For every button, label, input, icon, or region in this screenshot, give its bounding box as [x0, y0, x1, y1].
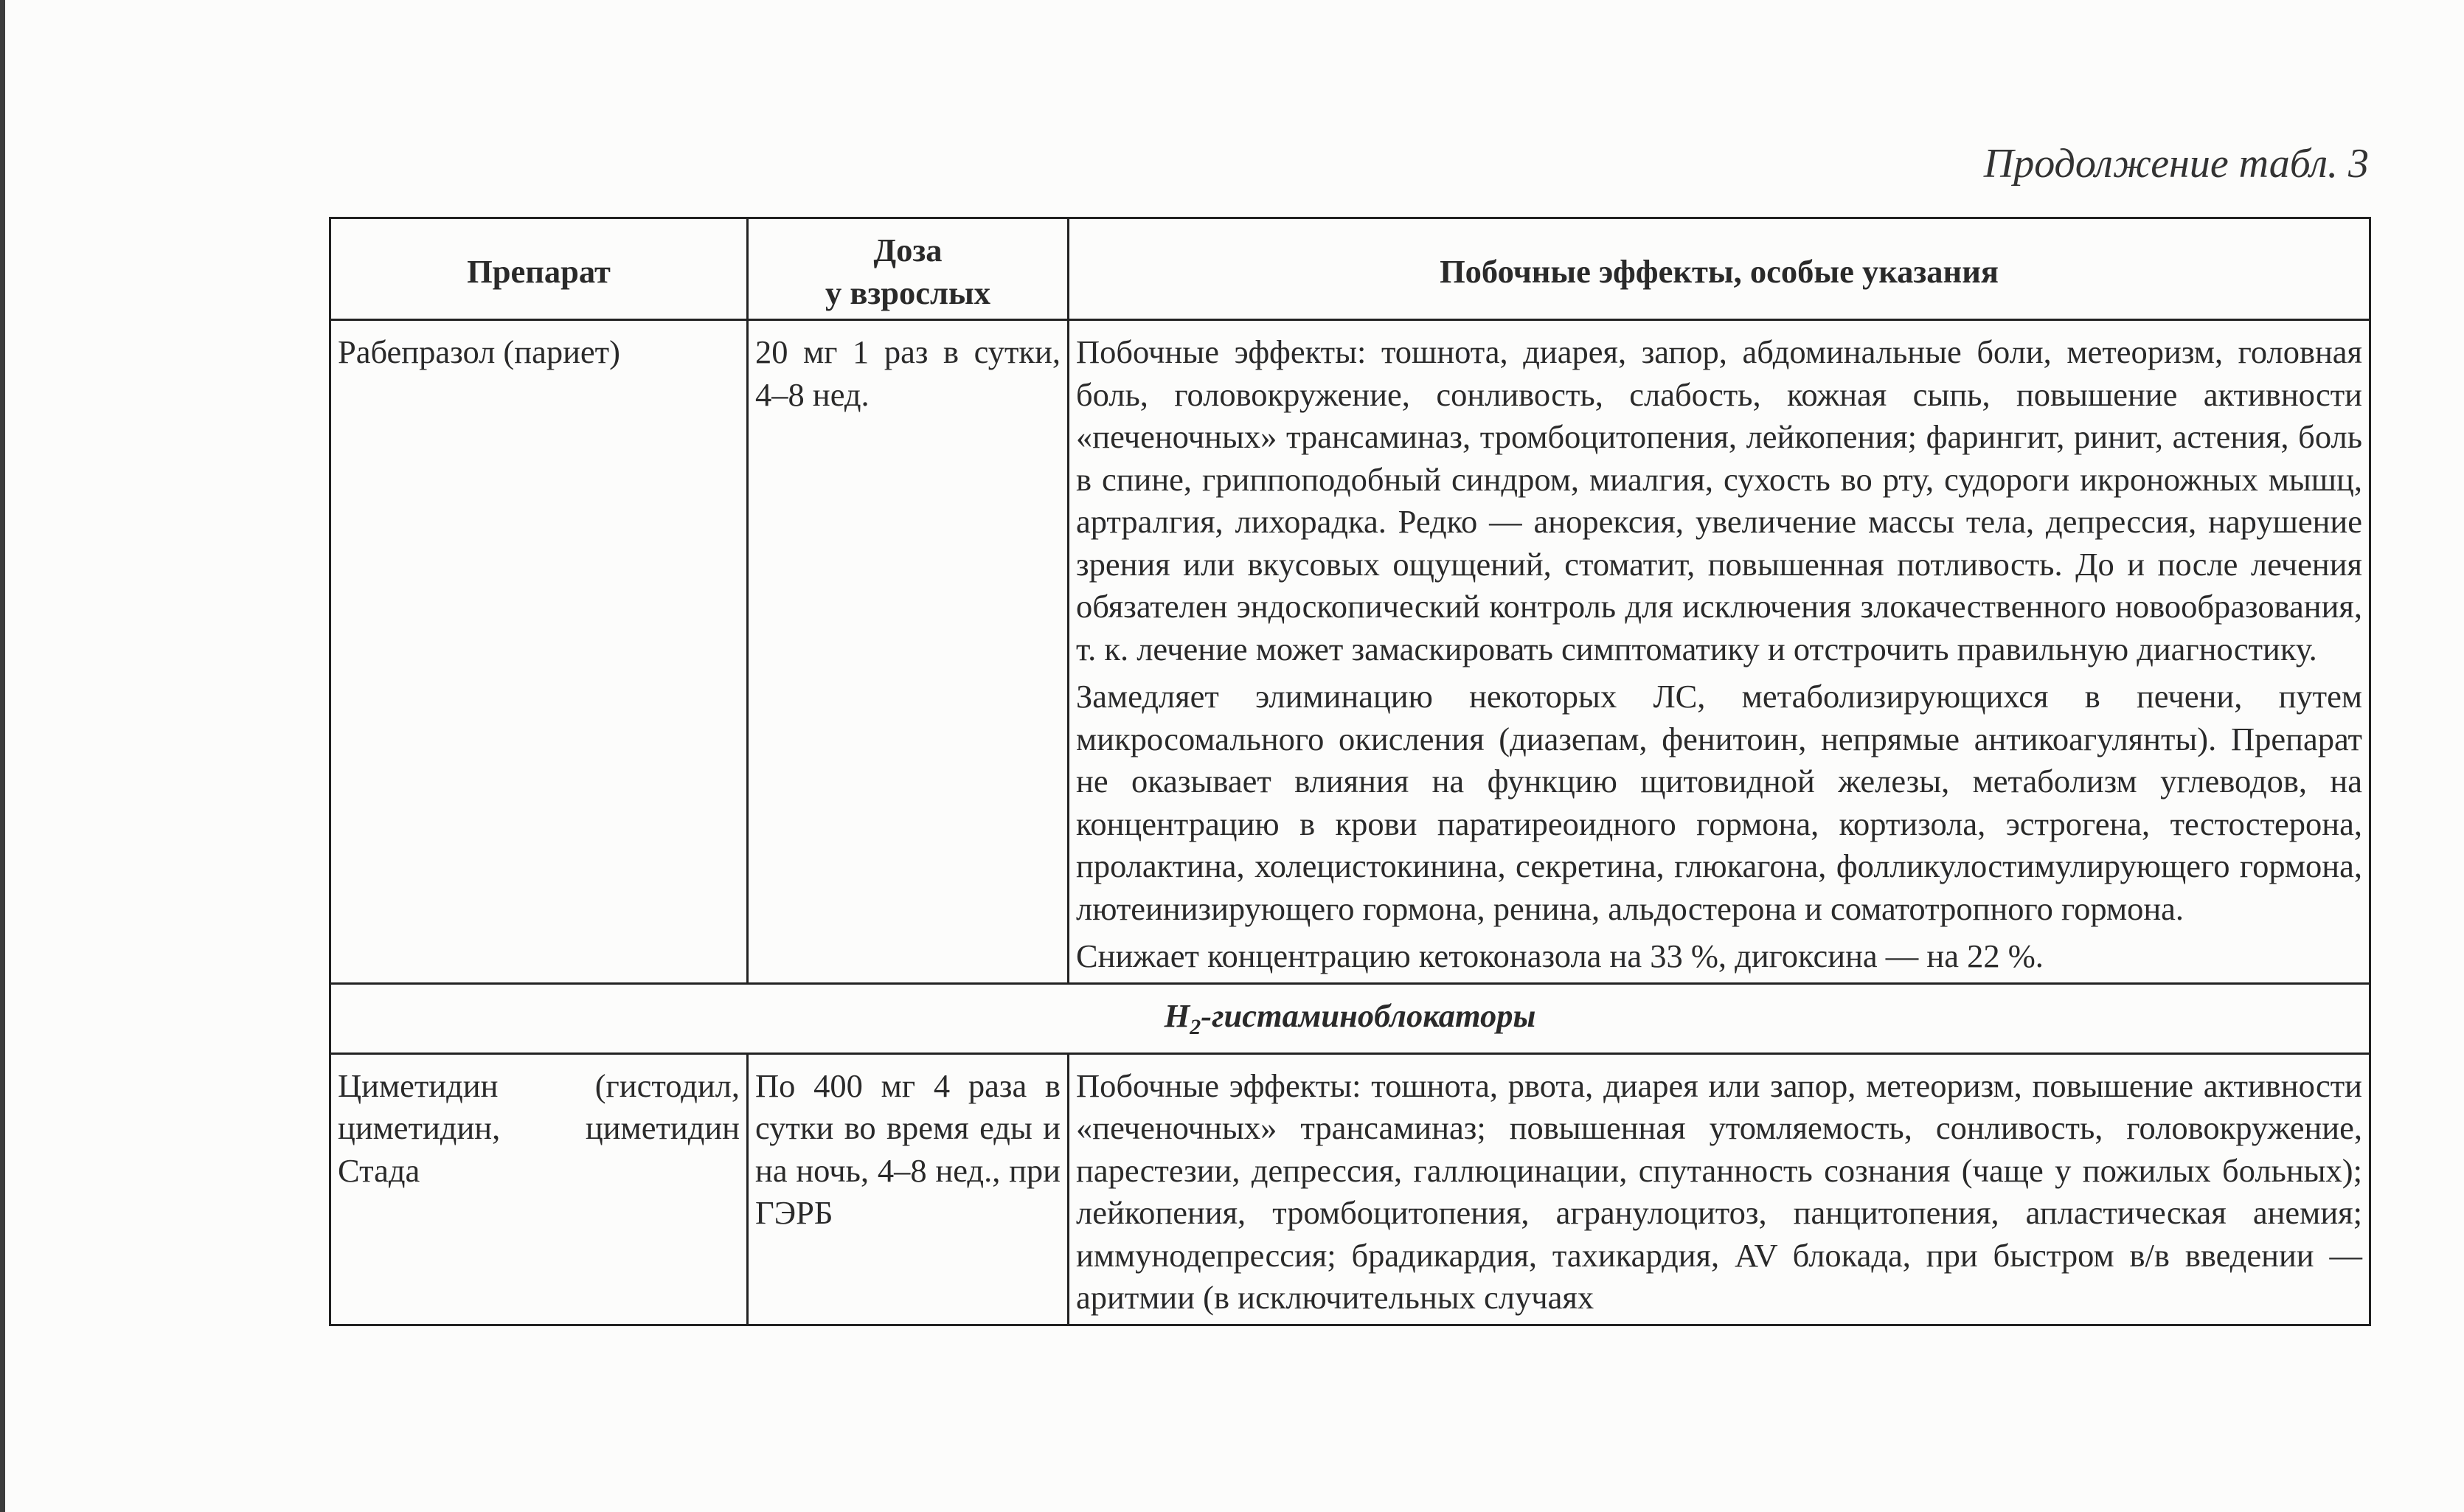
group-subscript: 2 — [1190, 1014, 1201, 1039]
group-suffix: -гистаминоблокаторы — [1201, 996, 1536, 1034]
header-drug: Препарат — [330, 218, 748, 320]
effects-paragraph: Снижает концентрацию кетоконазола на 33 %, дигоксина — на 22 %. — [1076, 937, 2044, 974]
header-dose — [748, 218, 1069, 320]
scan-edge — [0, 0, 5, 1512]
drug-dose: 20 мг 1 раз в сутки, 4–8 нед. — [748, 320, 1069, 984]
effects-paragraph: Замедляет элиминацию некоторых ЛС, метаболизирующихся в печени, путем микросомального окисления (диазепам, фенитоин, непрямые антикоагулянты). Препарат не оказывает влияния на функцию щитовидной железы, метаболизм углеводов, на концентрацию в крови паратиреоидного гормона, кортизола, эстрогена, тестостерона, пролактина, холецистокинина, секретина, глюкагона, фолликулостимулирующего гормона, лютеинизирующего гормона, ренина, альдостерона и соматотропного гормона. — [1076, 678, 2362, 927]
header-dose-line2: у взрослых — [825, 274, 990, 311]
table-row — [330, 1053, 2370, 1325]
table-caption: Продолжение табл. 3 — [1983, 141, 2369, 187]
group-row — [330, 983, 2370, 1053]
group-heading — [330, 983, 2370, 1053]
effects-cell — [1069, 1053, 2370, 1325]
group-prefix: H — [1164, 996, 1190, 1034]
header-dose-line1: Доза — [873, 232, 943, 268]
drug-dose: По 400 мг 4 раза в сутки во время еды и на ночь, 4–8 нед., при ГЭРБ — [748, 1053, 1069, 1325]
drug-name: Циметидин (гистодил, циметидин, циметидин Стада — [330, 1053, 748, 1325]
drug-table — [329, 217, 2371, 1326]
effects-paragraph: Побочные эффекты: тошнота, диарея, запор, абдоминальные боли, метеоризм, головная боль, головокружение, сонливость, слабость, кожная сыпь, повышение активности «печеночных» трансаминаз, тромбоцитопения, лейкопения; фарингит, ринит, астения, боль в спине, гриппоподобный синдром, миалгия, сухость во рту, судороги икроножных мышц, артралгия, лихорадка. Редко — анорексия, увеличение массы тела, депрессия, нарушение зрения или вкусовых ощущений, стоматит, повышенная потливость. До и после лечения обязателен эндоскопический контроль для исключения злокачественного новообразования, т. к. лечение может замаскировать симптоматику и отстрочить правильную диагностику. — [1076, 333, 2362, 667]
drug-name: Рабепразол (париет) — [330, 320, 748, 984]
effects-cell — [1069, 320, 2370, 984]
header-effects: Побочные эффекты, особые указания — [1069, 218, 2370, 320]
header-row — [330, 218, 2370, 320]
effects-paragraph: Побочные эффекты: тошнота, рвота, диарея или запор, метеоризм, повышение активности «печеночных» трансаминаз; повышенная утомляемость, сонливость, головокружение, парестезии, депрессия, галлюцинации, спутанность сознания (чаще у пожилых больных); лейкопения, тромбоцитопения, агранулоцитоз, панцитопения, апластическая анемия; иммунодепрессия; брадикардия, тахикардия, AV блокада, при быстром в/в введении — аритмии (в исключительных случаях — [1076, 1067, 2362, 1317]
table-row — [330, 320, 2370, 984]
